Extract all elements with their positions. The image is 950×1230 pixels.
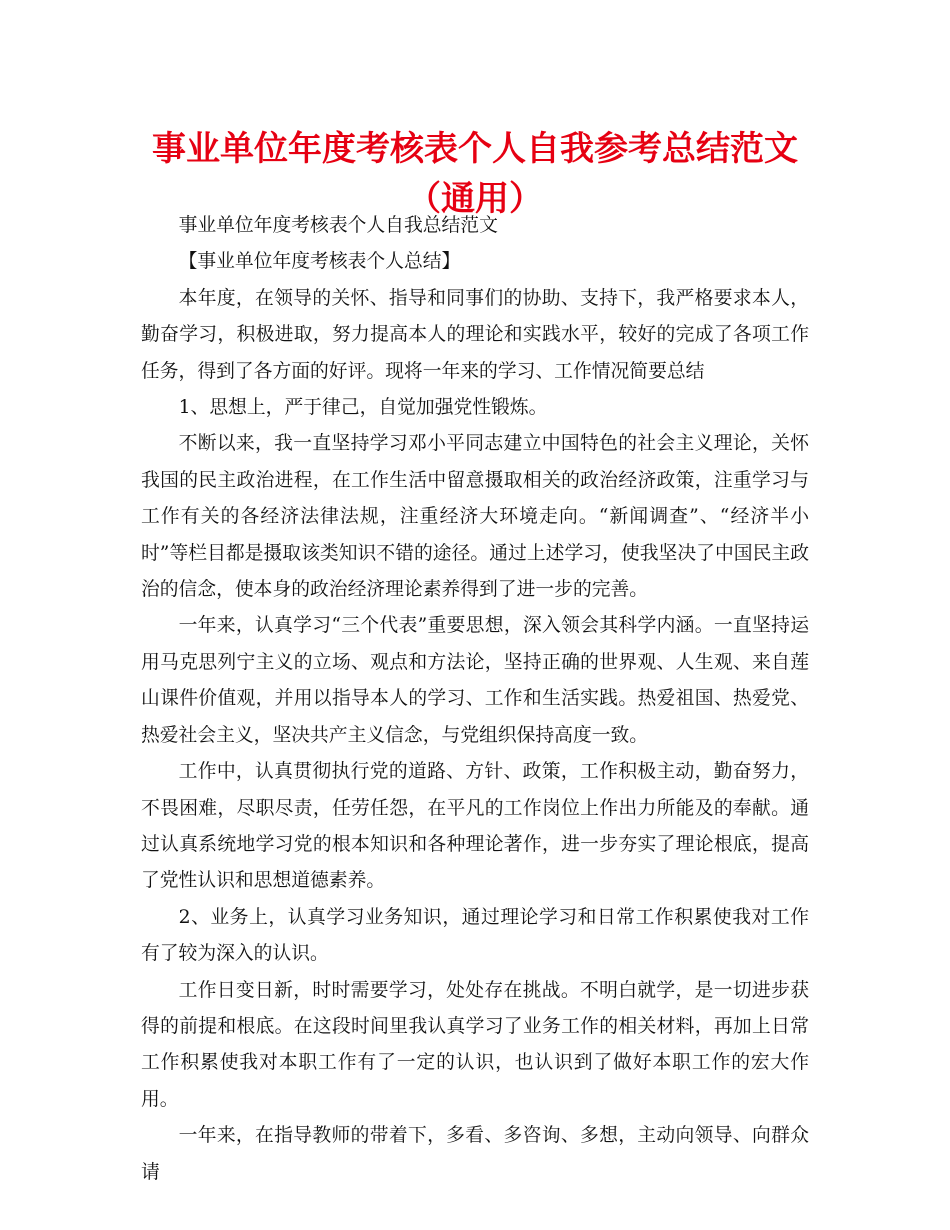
body-paragraph-3: 本年度，在领导的关怀、指导和同事们的协助、支持下，我严格要求本人，勤奋学习，积极进取，努力提高本人的理论和实践水平，较好的完成了各项工作任务，得到了各方面的好评。现将一年来的学习、工作情况简要总结: [141, 287, 809, 382]
body-paragraph-9: 工作日变日新，时时需要学习，处处存在挑战。不明白就学，是一切进步获得的前提和根底。在这段时间里我认真学习了业务工作的相关材料，再加上日常工作积累使我对本职工作有了一定的认识，也认识到了做好本职工作的宏大作用。: [141, 979, 809, 1110]
body-paragraph-6: 一年来，认真学习“三个代表”重要思想，深入领会其科学内涵。一直坚持运用马克思列宁主义的立场、观点和方法论，坚持正确的世界观、人生观、来自莲山课件价值观，并用以指导本人的学习、工作和生活实践。热爱祖国、热爱党、热爱社会主义，坚决共产主义信念，与党组织保持高度一致。: [141, 615, 809, 746]
body-paragraph-1: 事业单位年度考核表个人自我总结范文: [178, 215, 498, 236]
body-paragraph-10: 一年来，在指导教师的带着下，多看、多咨询、多想，主动向领导、向群众请: [141, 1125, 809, 1183]
body-paragraph-7: 工作中，认真贯彻执行党的道路、方针、政策，工作积极主动，勤奋努力，不畏困难，尽职尽责，任劳任怨，在平凡的工作岗位上作出力所能及的奉献。通过认真系统地学习党的根本知识和各种理论著作，进一步夯实了理论根底，提高了党性认识和思想道德素养。: [141, 761, 809, 892]
body-paragraph-2: 【事业单位年度考核表个人总结】: [178, 251, 461, 273]
body-paragraph-4: 1、思想上，严于律己，自觉加强党性锻炼。: [178, 397, 548, 419]
body-paragraph-5: 不断以来，我一直坚持学习邓小平同志建立中国特色的社会主义理论，关怀我国的民主政治进程，在工作生活中留意摄取相关的政治经济政策，注重学习与工作有关的各经济法律法规，注重经济大环境走向。“新闻调查”、“经济半小时”等栏目都是摄取该类知识不错的途径。通过上述学习，使我坚决了中国民主政治的信念，使本身的政治经济理论素养得到了进一步的完善。: [141, 433, 809, 601]
document-body: [141, 208, 809, 1191]
body-paragraph-8: 2、业务上，认真学习业务知识，通过理论学习和日常工作积累使我对工作有了较为深入的认识。: [141, 906, 809, 965]
document-title: 事业单位年度考核表个人自我参考总结范文（通用）: [152, 129, 798, 219]
